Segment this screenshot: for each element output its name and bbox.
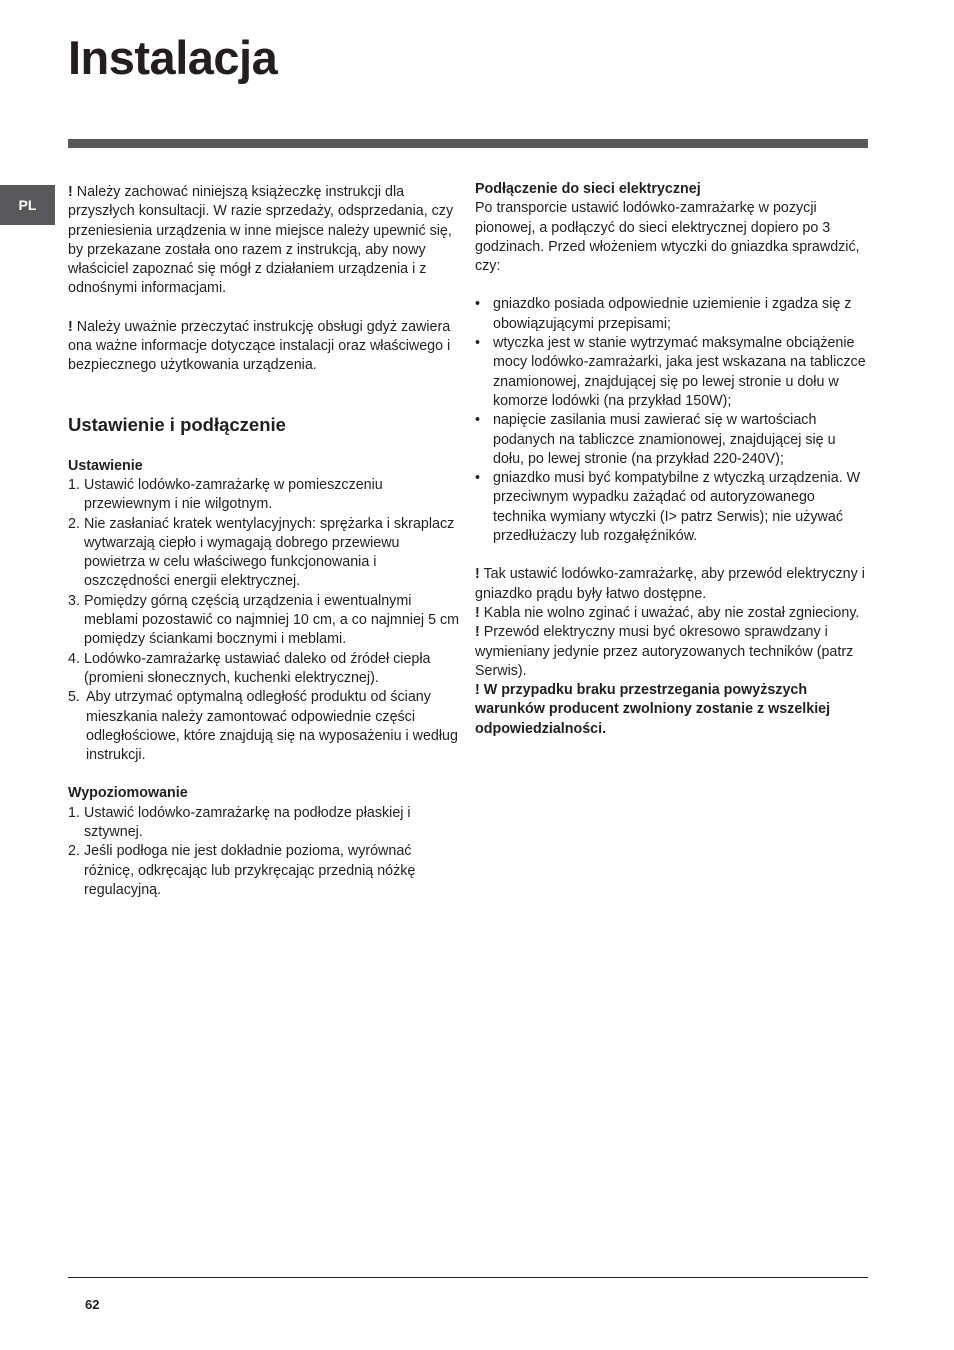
- list-item: [475, 469, 870, 546]
- language-tab: PL: [0, 185, 55, 225]
- item-text: Nie zasłaniać kratek wentylacyjnych: sprężarka i skraplacz wytwarzają ciepło i wymagają dobrego przewiewu powietrza w celu właściwego funkcjonowania i oszczędności energii elektrycznej.: [84, 515, 455, 590]
- list-item: [68, 650, 460, 689]
- item-number: 4.: [68, 650, 80, 667]
- list-item: [68, 476, 460, 515]
- list-item: [475, 295, 870, 334]
- left-column: [68, 183, 460, 900]
- list-item: [68, 842, 460, 900]
- title-divider-bar: [68, 139, 868, 148]
- item-text: Lodówko-zamrażarkę ustawiać daleko od źródeł ciepła (promieni słonecznych, kuchenki elektrycznej).: [84, 650, 431, 686]
- note-text: Należy uważnie przeczytać instrukcję obsługi gdyż zawiera ona ważne informacje dotyczące instalacji oraz właściwego i bezpiecznego użytkowania urządzenia.: [68, 318, 451, 374]
- bullet-icon: •: [475, 335, 481, 352]
- warning-cable-bend: [475, 604, 870, 623]
- list-item: [475, 334, 870, 411]
- bullet-icon: •: [475, 412, 481, 429]
- bullet-icon: •: [475, 296, 481, 313]
- warning-text: Przewód elektryczny musi być okresowo sprawdzany i wymieniany jedynie przez autoryzowanych techników (patrz Serwis).: [475, 624, 854, 679]
- list-item: [68, 804, 460, 843]
- leveling-heading: Wypoziomowanie: [68, 785, 188, 802]
- item-number: 3.: [68, 592, 80, 609]
- item-number: 5.: [68, 689, 80, 706]
- note-keep-manual: [68, 183, 460, 299]
- item-text: Pomiędzy górną częścią urządzenia i ewentualnymi meblami pozostawić co najmniej 10 cm, a co najmniej 5 cm pomiędzy ściankami bocznymi i meblami.: [84, 592, 460, 648]
- item-text: Aby utrzymać optymalną odległość produktu od ściany mieszkania należy zamontować odpowiednie części odległościowe, które znajdują się na wyposażeniu i według instrukcji.: [86, 689, 458, 764]
- bullet-icon: •: [475, 470, 481, 487]
- item-number: 2.: [68, 843, 80, 860]
- item-text: Ustawić lodówko-zamrażarkę w pomieszczeniu przewiewnym i nie wilgotnym.: [84, 476, 383, 513]
- exclamation-icon: !: [475, 604, 480, 621]
- note-text: Należy zachować niniejszą książeczkę instrukcji dla przyszłych konsultacji. W razie sprzedaży, odsprzedania, czy przeniesienia urządzenia w inne miejsce należy upewnić się, by przekazane została ono razem z instrukcją, aby nowy właściciel zapoznać się mógł z działaniem urządzenia i z odnośnymi informacjami.: [68, 184, 454, 297]
- placement-heading: Ustawienie: [68, 457, 143, 474]
- exclamation-icon: !: [475, 566, 480, 583]
- exclamation-icon: !: [475, 624, 480, 641]
- item-number: 1.: [68, 476, 80, 493]
- list-item: [68, 515, 460, 592]
- list-item: [68, 592, 460, 650]
- leveling-list: [68, 804, 460, 900]
- page-number: 62: [85, 1297, 100, 1312]
- electrical-heading: Podłączenie do sieci elektrycznej: [475, 181, 701, 197]
- item-number: 1.: [68, 804, 80, 821]
- check-list: [475, 295, 870, 546]
- exclamation-icon: !: [68, 184, 73, 200]
- item-text: wtyczka jest w stanie wytrzymać maksymalne obciążenie mocy lodówko-zamrażarki, jaka jest wskazana na tabliczce znamionowej, znajdującej się po lewej stronie u dołu w komorze lodówki (na przykład 150W);: [493, 335, 866, 409]
- list-item: [68, 688, 460, 765]
- item-text: Ustawić lodówko-zamrażarkę na podłodze płaskiej i sztywnej.: [84, 804, 411, 841]
- list-item: [475, 411, 870, 469]
- footer-divider: [68, 1277, 868, 1278]
- warning-text: Kabla nie wolno zginać i uważać, aby nie został zgnieciony.: [479, 604, 860, 621]
- electrical-intro: Po transporcie ustawić lodówko-zamrażarkę w pozycji pionowej, a podłączyć do sieci elektrycznej dopiero po 3 godzinach. Przed włożeniem wtyczki do gniazdka sprawdzić, czy:: [475, 200, 860, 275]
- exclamation-icon: !: [68, 318, 73, 335]
- item-text: gniazdko posiada odpowiednie uziemienie i zgadza się z obowiązującymi przepisami;: [493, 296, 852, 332]
- item-number: 2.: [68, 515, 80, 532]
- item-text: gniazdko musi być kompatybilne z wtyczką urządzenia. W przeciwnym wypadku zażądać od autoryzowanego technika wymiany wtyczki (I> patrz Serwis); nie używać przedłużaczy lub rozgałęźników.: [493, 470, 861, 545]
- item-text: Jeśli podłoga nie jest dokładnie pozioma, wyrównać różnicę, odkręcając lub przykręcając przednią nóżkę regulacyjną.: [84, 843, 416, 898]
- placement-list: [68, 476, 460, 765]
- right-column: [475, 180, 870, 739]
- item-text: napięcie zasilania musi zawierać się w wartościach podanych na tabliczce znamionowej, znajdującej się u dołu, po lewej stronie (na przykład 220-240V);: [493, 412, 836, 467]
- liability-warning: ! W przypadku braku przestrzegania powyższych warunków producent zwolniony zostanie z wszelkiej odpowiedzialności.: [475, 682, 831, 737]
- note-read-manual: [68, 318, 460, 376]
- warning-text: Tak ustawić lodówko-zamrażarkę, aby przewód elektryczny i gniazdko prądu były łatwo dostępne.: [475, 566, 865, 602]
- warning-cable-check: [475, 623, 870, 681]
- section-heading: Ustawienie i podłączenie: [68, 413, 286, 435]
- warning-cable-access: [475, 565, 870, 604]
- page-title: Instalacja: [68, 31, 278, 84]
